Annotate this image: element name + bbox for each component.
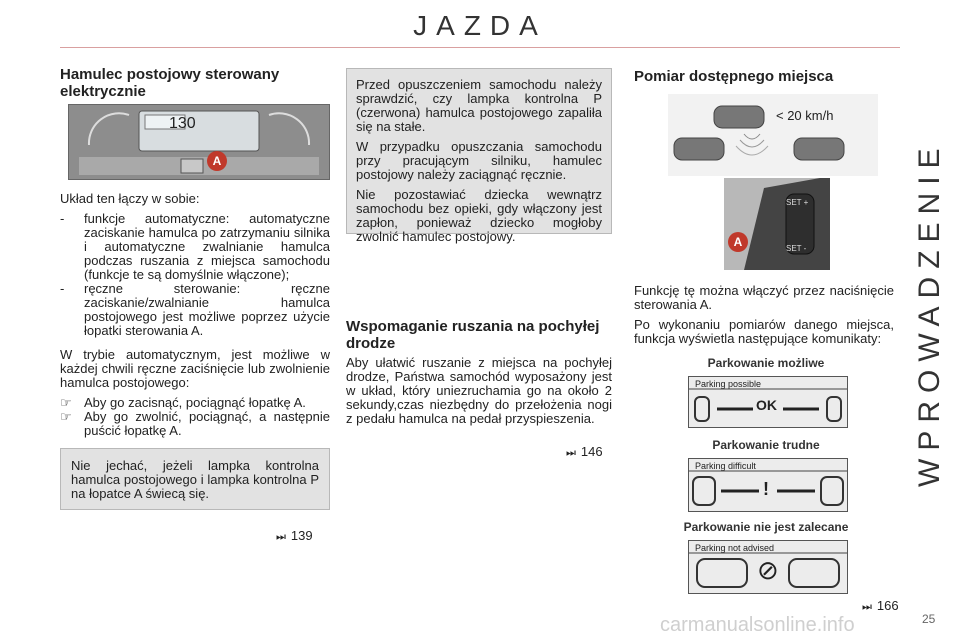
steering-stalk-image (724, 178, 830, 270)
parking-brake-body (60, 192, 330, 444)
note-paragraph: Przed opuszczeniem samochodu należy sprawdzić, czy lampka kontrolna P (czerwona) hamulca postojowego zapaliła się na stałe. (356, 77, 602, 134)
stalk-illustration (724, 178, 830, 270)
message-caption-difficult: Parkowanie trudne (712, 438, 820, 452)
forward-arrow-icon: ⏭ (862, 601, 872, 613)
warning-note-box (60, 448, 330, 510)
note-paragraph: Nie pozostawiać dziecka wewnątrz samochodu bez opieki, gdy włączony jest zapłon, ponieważ dziecko mogłoby zwolnić hamulec postojowy. (356, 187, 602, 244)
intro-text: Układ ten łączy w sobie: (60, 191, 200, 206)
hill-start-text: Aby ułatwić ruszanie z miejsca na pochyłej drodze, Państwa samochód wyposażony jest w układ, który uniezruchamia go na około 2 sekundy,czas niezbędny do przełożenia nogi z pedału hamulca na pedał przyspieszenia. (346, 355, 612, 426)
page-ref-146[interactable]: ⏭ 146 (566, 444, 603, 459)
messages-intro-text: Po wykonaniu pomiarów danego miejsca, funkcja wyświetla następujące komunikaty: (634, 317, 894, 346)
ok-symbol: OK (756, 397, 777, 413)
callout-a-badge: A (207, 151, 227, 171)
parking-brake-heading: Hamulec postojowy sterowany elektrycznie (60, 66, 280, 100)
display-parking-possible (688, 376, 848, 428)
hill-start-heading: Wspomaganie ruszania na pochyłej drodze (346, 318, 600, 352)
callout-a-badge: A (728, 232, 748, 252)
feature-list (60, 212, 330, 338)
action-list (60, 396, 330, 438)
dashboard-illustration (69, 105, 329, 179)
side-section-text: WPROWADZENIE (913, 140, 946, 487)
parking-scene-image (668, 94, 878, 176)
warning-note-text: Nie jechać, jeżeli lampka kontrolna hamulca postojowego i lampka kontrolna P na łopatce A świecą się. (71, 458, 319, 501)
display-parking-difficult (688, 458, 848, 512)
dashboard-image (68, 104, 330, 180)
watermark-text: carmanualsonline.info (660, 614, 855, 636)
screen-title: Parking not advised (695, 543, 775, 553)
prohibited-symbol: ⊘ (757, 555, 779, 585)
list-item: - ręczne sterowanie: ręczne zaciskanie/zwalnianie hamulca postojowego jest możliwe poprzez użycie łopatki sterowania A. (60, 281, 330, 338)
stalk-label-set-minus: SET - (786, 244, 807, 253)
note-paragraph: W przypadku opuszczania samochodu przy pracującym silniku, hamulec postojowy należy zaciągnąć ręcznie. (356, 139, 602, 182)
message-caption-possible: Parkowanie możliwe (707, 356, 825, 370)
side-section-label (910, 140, 950, 500)
list-item: - funkcje automatyczne: automatyczne zaciskanie hamulca po zatrzymaniu silnika i automatyczne zwalnianie hamulca podczas ruszania z miejsca samochodu (funkcje te są domyślnie włączone); (60, 211, 330, 282)
page-title: JAZDA (413, 10, 547, 41)
auto-mode-text: W trybie automatycznym, jest możliwe w każdej chwili ręczne zaciśnięcie lub zwolnienie hamulca postojowego: (60, 347, 330, 390)
list-item: ☞ Aby go zacisnąć, pociągnąć łopatkę A. (60, 395, 306, 410)
hill-start-body (346, 356, 612, 432)
message-caption-not-advised: Parkowanie nie jest zalecane (683, 520, 849, 534)
info-note-box (346, 68, 612, 244)
header-divider (60, 47, 900, 48)
parking-scene-illustration (668, 94, 878, 176)
page-ref-166[interactable]: ⏭ 166 (862, 598, 899, 613)
page-number: 25 (922, 612, 936, 626)
space-measure-heading: Pomiar dostępnego miejsca (634, 68, 834, 85)
activation-text: Funkcję tę można włączyć przez naciśnięcie sterowania A. (634, 283, 894, 312)
speed-readout: 130 (169, 115, 196, 132)
space-measure-body (634, 284, 894, 352)
page-ref-139[interactable]: ⏭ 139 (276, 528, 313, 543)
stalk-label-set-plus: SET + (786, 198, 809, 207)
list-item: ☞ Aby go zwolnić, pociągnąć, a następnie puścić łopatkę A. (60, 409, 330, 438)
forward-arrow-icon: ⏭ (276, 531, 286, 543)
forward-arrow-icon: ⏭ (566, 447, 576, 459)
speed-limit-label: < 20 km/h (776, 108, 834, 123)
screen-title: Parking difficult (695, 461, 756, 471)
warning-symbol: ! (763, 479, 769, 499)
display-parking-not-advised (688, 540, 848, 594)
screen-title: Parking possible (695, 379, 762, 389)
